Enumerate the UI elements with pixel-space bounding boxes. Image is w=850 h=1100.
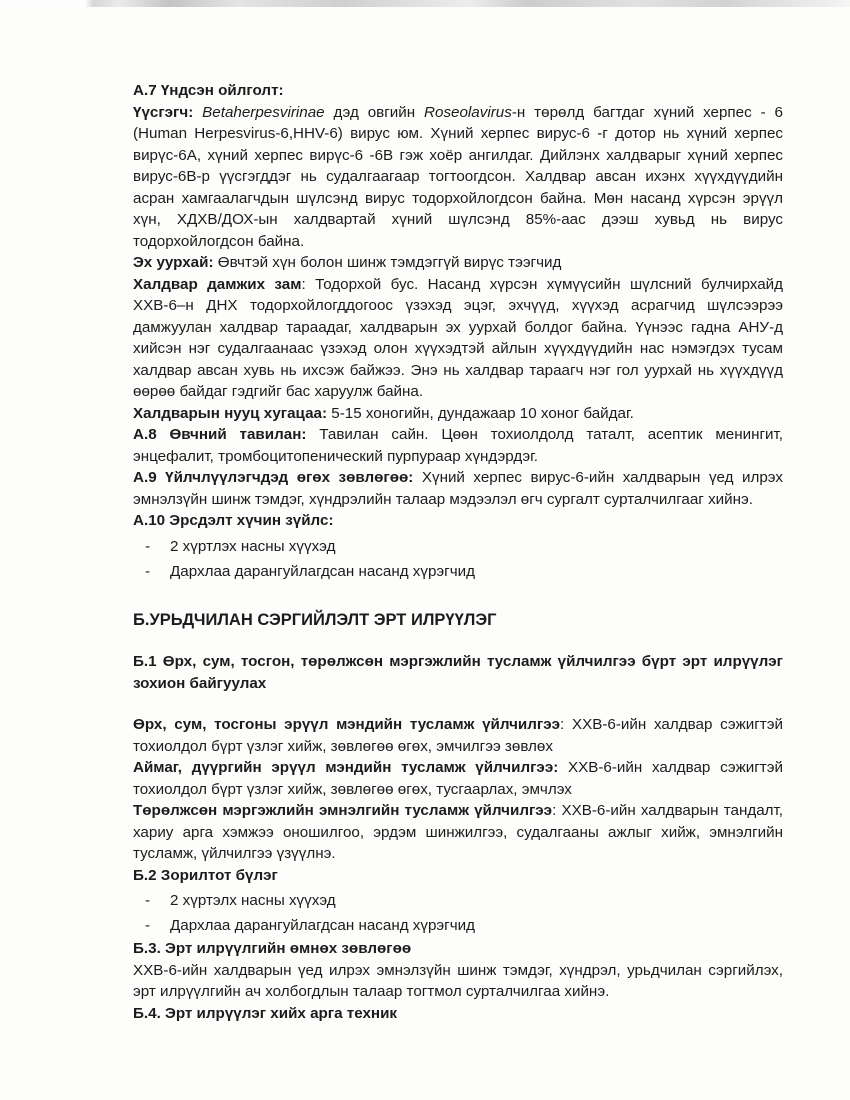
section-b1-heading: Б.1 Өрх, сум, тосгон, төрөлжсөн мэргэжлийн тусламж үйлчилгээ бүрт эрт илрүүлэг зохион байгуулах [133, 653, 783, 692]
prognosis-paragraph [133, 424, 783, 467]
screening-technique-heading: Б.4. Эрт илрүүлэг хийх арга техник [133, 1004, 398, 1022]
scan-edge-artifact [0, 0, 850, 7]
care-level-3-text: : ХХВ-6-ийн халдварын тандалт, хариу арга хэмжээ оношилгоо, эрдэм шинжилгээ, судалгааны ажлыг хийж, эмнэлгийн тусламж, үйлчилгээ үзүүлнэ. [133, 802, 783, 862]
risk-factors-heading: А.10 Эрсдэлт хүчин зүйлс: [133, 512, 334, 529]
agent-label: Үүсгэгч: [133, 103, 194, 121]
agent-species: Roseolavirus [424, 103, 512, 121]
care-level-2-paragraph [133, 757, 783, 800]
agent-genus: Betaherpesvirinae [202, 103, 325, 121]
section-b-heading: Б.УРЬДЧИЛАН СЭРГИЙЛЭЛТ ЭРТ ИЛРҮҮЛЭГ [133, 610, 497, 629]
list-item: - 2 хүртлэх насны хүүхэд [133, 534, 783, 559]
source-paragraph [133, 252, 783, 274]
incubation-text: 5-15 хоногийн, дундажаар 10 хоног байдаг. [327, 404, 634, 422]
document-page [133, 80, 783, 1024]
section-a7-heading: А.7 Үндсэн ойлголт: [133, 82, 284, 99]
care-level-1-paragraph [133, 714, 783, 757]
list-item: - Дархлаа дарангуйлагдсан насанд хүрэгчид [133, 913, 783, 938]
care-level-3-label: Төрөлжсөн мэргэжлийн эмнэлгийн тусламж үйлчилгээ [133, 802, 553, 819]
list-item: - 2 хүртэлх насны хүүхэд [133, 888, 783, 913]
source-label: Эх уурхай: [133, 254, 214, 271]
prognosis-text: Тавилан сайн. Цөөн тохиолдолд таталт, асептик менингит, энцефалит, тромбоцитопенический пурпураар хүндэрдэг. [133, 426, 783, 465]
agent-text: -н төрөлд багтдаг хүний херпес - 6 (Human Herpesvirus-6,HHV-6) вирус юм. Хүний херпес вирус-6 -г дотор нь хүний херпес вирүс-6А, хүний херпес вирүс-6 -6В гэж хоёр ангилдаг. Дийлэнх халдварыг хүний херпес вирус-6В-р үүсгэгддэг нь судалгаагаар тогтоогдсон. Халдвар авсан ихэнх хүүхдүүдийн асран хамгаалагчдын шүлсэнд вирус тодорхойлогдсон байна. Мөн насанд хүрсэн эрүүл хүн, ХДХВ/ДОХ-ын халдвартай хүний шүлсэнд 85%-аас дээш хувьд нь вирус тодорхойлогдсон байна. [133, 103, 783, 250]
list-item: - Дархлаа дарангуйлагдсан насанд хүрэгчид [133, 559, 783, 584]
care-level-2-text: ХХВ-6-ийн халдвар сэжигтэй тохиолдол бүрт үзлэг хийж, зөвлөгөө өгөх, тусгаарлах, эмчлэх [133, 759, 783, 798]
target-group-heading: Б.2 Зорилтот бүлэг [133, 866, 278, 884]
agent-mid: дэд овгийн [324, 103, 425, 121]
risk-factors-list [133, 534, 783, 584]
prognosis-label: А.8 Өвчний тавилан: [133, 426, 307, 443]
care-level-2-label: Аймаг, дүүргийн эрүүл мэндийн тусламж үйлчилгээ: [133, 759, 559, 776]
advice-paragraph [133, 467, 783, 510]
care-level-3-paragraph [133, 800, 783, 865]
pre-screening-heading: Б.3. Эрт илрүүлгийн өмнөх зөвлөгөө [133, 940, 412, 957]
advice-label: А.9 Үйлчлүүлэгчдэд өгөх зөвлөгөө: [133, 469, 414, 486]
incubation-label: Халдварын нууц хугацаа: [133, 404, 328, 422]
care-level-1-label: Өрх, сум, тосгоны эрүүл мэндийн тусламж үйлчилгээ [133, 716, 561, 733]
advice-text: Хүний херпес вирус-6-ийн халдварын үед илрэх эмнэлзүйн шинж тэмдэг, хүндрэлийн талаар мэдээлэл өгч сургалт сурталчилгааг хийнэ. [133, 469, 783, 508]
target-group-list [133, 888, 783, 938]
source-text: Өвчтэй хүн болон шинж тэмдэггүй вирүс тээгчид [213, 254, 562, 271]
transmission-text: : Тодорхой бус. Насанд хүрсэн хүмүүсийн шүлсний булчирхайд ХХВ-6–н ДНХ тодорхойлогддогоос үзэхэд эцэг, эхчүүд, хүүхэд асрагчид шүлсээрээ дамжуулан халдвар тараадаг, халдварын эх уурхай болдог байна. Үүнээс гадна АНУ-д хийсэн нэг судалгаанаас үзэхэд олон хүүхэдтэй айлын хүүхдүүдийн нас нэмэгдэх тусам халдвар авсан хувь нь ихсэж байжээ. Энэ нь халдвар тараагч нэг гол уурхай нь хүүхдүүд өөрөө байдаг гэдгийг бас харуулж байна. [133, 275, 783, 400]
transmission-label: Халдвар дамжих зам [133, 275, 302, 293]
pre-screening-text: ХХВ-6-ийн халдварын үед илрэх эмнэлзүйн шинж тэмдэг, хүндрэл, урьдчилан сэргийлэх, эрт илрүүлгийн ач холбогдлын талаар тогтмол сурталчилгаа хийнэ. [133, 961, 783, 1000]
incubation-paragraph [133, 403, 783, 425]
transmission-paragraph [133, 274, 783, 403]
care-level-1-text: : ХХВ-6-ийн халдвар сэжигтэй тохиолдол бүрт үзлэг хийж, зөвлөгөө өгөх, эмчилгээ зөвлөх [133, 716, 783, 755]
agent-paragraph [133, 102, 783, 253]
